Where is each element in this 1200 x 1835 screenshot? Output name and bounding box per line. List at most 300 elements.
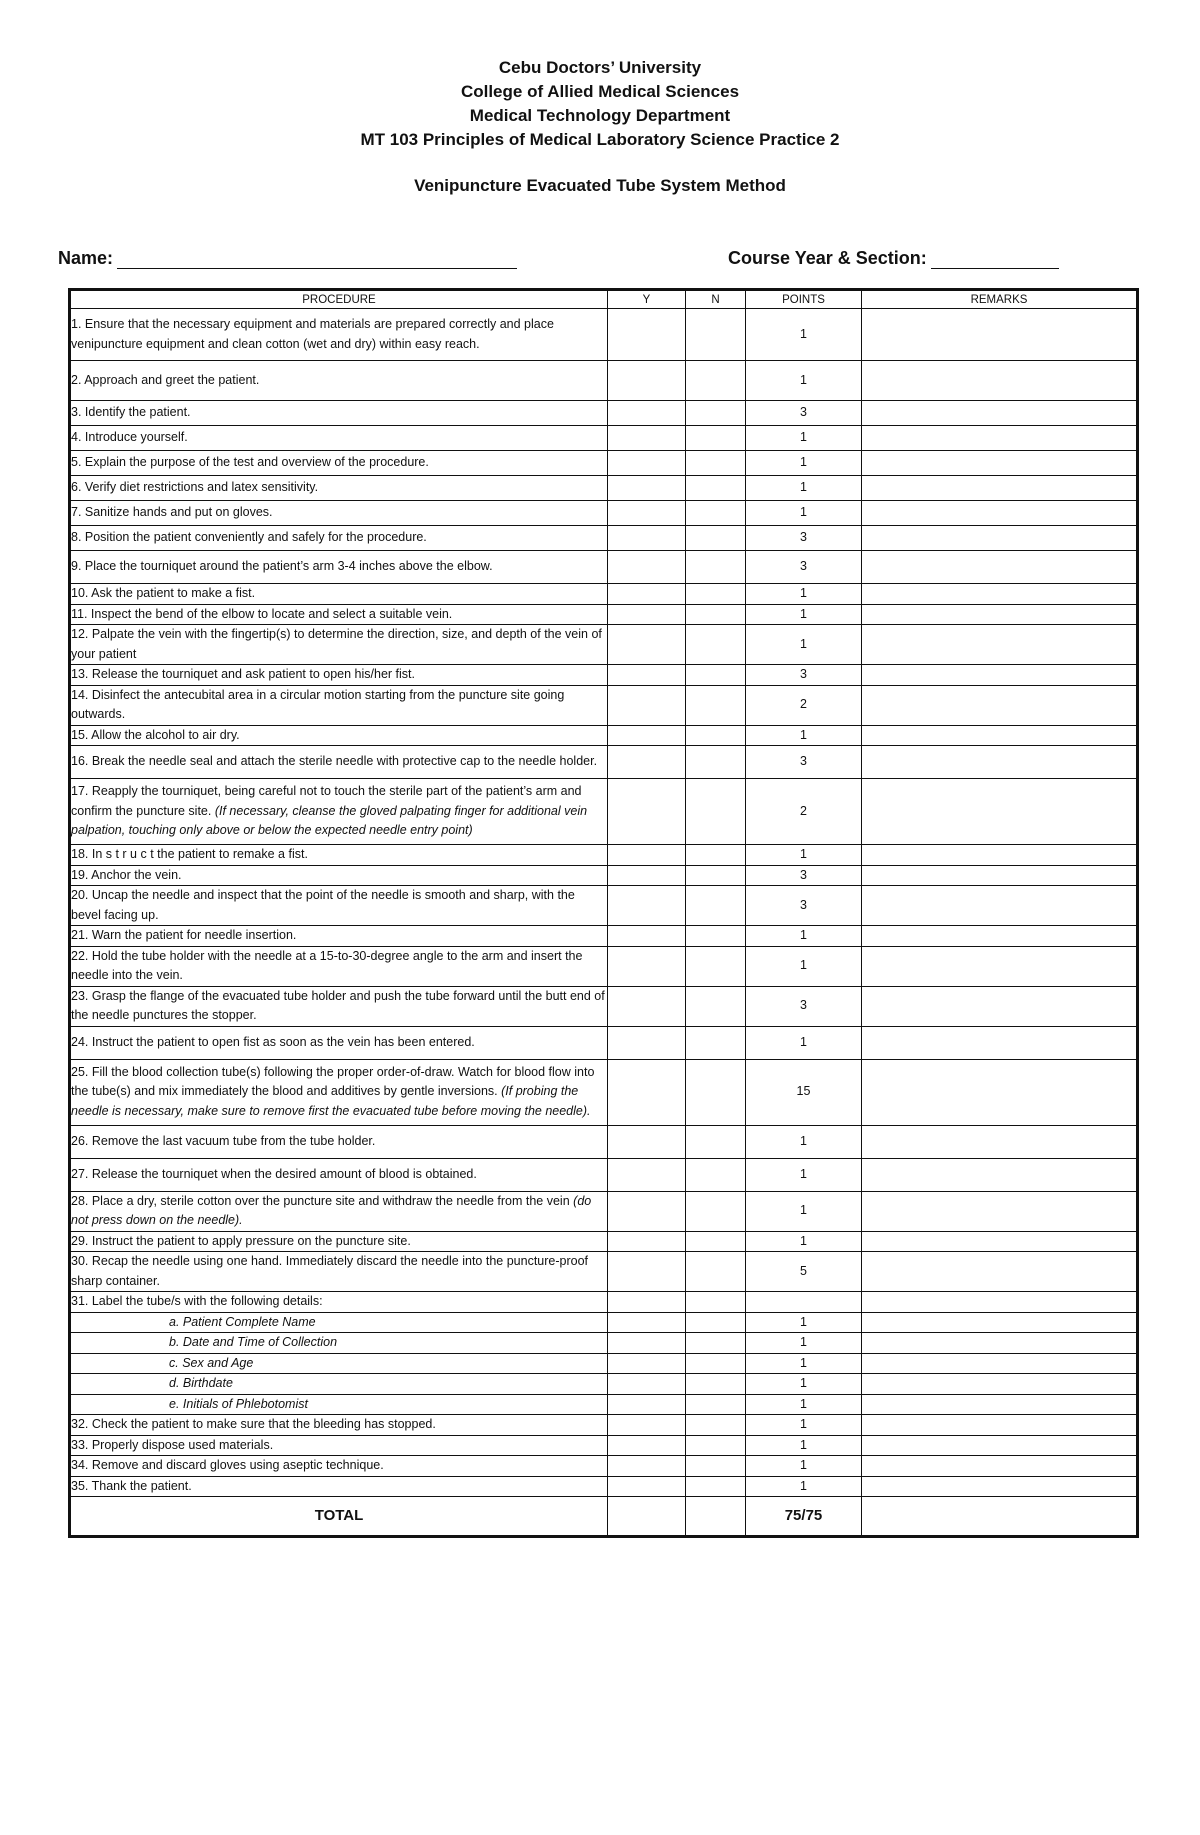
- step-text: 18. In s t r u c t the patient to remake a fist.: [71, 847, 308, 861]
- yes-check-cell[interactable]: [608, 946, 686, 986]
- yes-check-cell[interactable]: [608, 1456, 686, 1477]
- step-text: 35. Thank the patient.: [71, 1478, 192, 1493]
- points-cell: 2: [746, 779, 862, 845]
- total-remarks-cell[interactable]: [862, 1497, 1137, 1536]
- no-check-cell[interactable]: [686, 1333, 746, 1354]
- table-row: [71, 1333, 1137, 1354]
- procedure-step: [71, 685, 608, 725]
- points-cell: 1: [746, 845, 862, 866]
- procedure-step: [71, 1292, 608, 1313]
- procedure-step: [71, 361, 608, 401]
- table-row: [71, 604, 1137, 625]
- procedure-step: [71, 1456, 608, 1477]
- table-row: [71, 946, 1137, 986]
- step-text: 24. Instruct the patient to open fist as soon as the vein has been entered.: [71, 1034, 475, 1049]
- step-text: 25. Fill the blood collection tube(s) following the proper order-of-draw. Watch for blood flow into the tube(s) and mix immediately the blood and additives by gentle inversions.: [71, 1064, 595, 1099]
- university-name: Cebu Doctors’ University: [498, 58, 702, 77]
- points-cell: [746, 1292, 862, 1313]
- no-check-cell[interactable]: [686, 746, 746, 779]
- procedure-step: [71, 401, 608, 426]
- no-check-cell[interactable]: [686, 986, 746, 1026]
- table-row: [71, 779, 1137, 845]
- points-cell: 1: [746, 1231, 862, 1252]
- remarks-cell[interactable]: [862, 401, 1137, 426]
- points-cell: 1: [746, 426, 862, 451]
- remarks-cell[interactable]: [862, 779, 1137, 845]
- procedure-step: [71, 426, 608, 451]
- yes-check-cell[interactable]: [608, 1374, 686, 1395]
- remarks-cell[interactable]: [862, 451, 1137, 476]
- step-text: 32. Check the patient to make sure that the bleeding has stopped.: [71, 1417, 436, 1431]
- yes-check-cell[interactable]: [608, 845, 686, 866]
- step-text: 27. Release the tourniquet when the desired amount of blood is obtained.: [71, 1166, 477, 1181]
- table-row: [71, 845, 1137, 866]
- table-row: [71, 401, 1137, 426]
- remarks-cell[interactable]: [862, 1158, 1137, 1191]
- step-text: 20. Uncap the needle and inspect that the point of the needle is smooth and sharp, with the bevel facing up.: [71, 888, 575, 922]
- yes-check-cell[interactable]: [608, 476, 686, 501]
- step-text: 1. Ensure that the necessary equipment and materials are prepared correctly and place venipuncture equipment and clean cotton (wet and dry) within easy reach.: [71, 317, 554, 351]
- yes-check-cell[interactable]: [608, 584, 686, 605]
- no-check-cell[interactable]: [686, 501, 746, 526]
- remarks-cell[interactable]: [862, 1231, 1137, 1252]
- no-check-cell[interactable]: [686, 1252, 746, 1292]
- no-check-cell[interactable]: [686, 426, 746, 451]
- remarks-cell[interactable]: [862, 526, 1137, 551]
- table-row: [71, 1125, 1137, 1158]
- table-row: [71, 1252, 1137, 1292]
- no-check-cell[interactable]: [686, 551, 746, 584]
- remarks-cell[interactable]: [862, 625, 1137, 665]
- yes-check-cell[interactable]: [608, 1476, 686, 1497]
- procedure-subitem: [71, 1333, 608, 1354]
- no-check-cell[interactable]: [686, 886, 746, 926]
- procedure-step: [71, 1231, 608, 1252]
- step-text: 5. Explain the purpose of the test and overview of the procedure.: [71, 455, 429, 470]
- remarks-cell[interactable]: [862, 865, 1137, 886]
- no-check-cell[interactable]: [686, 1476, 746, 1497]
- step-text: 12. Palpate the vein with the fingertip(s) to determine the direction, size, and depth of the vein of your patient: [71, 627, 602, 661]
- no-check-cell[interactable]: [686, 1435, 746, 1456]
- procedure-step: [71, 604, 608, 625]
- yes-check-cell[interactable]: [608, 746, 686, 779]
- points-cell: 1: [746, 451, 862, 476]
- total-points: 75/75: [746, 1497, 862, 1536]
- no-check-cell[interactable]: [686, 665, 746, 686]
- procedure-step: [71, 1415, 608, 1436]
- no-check-cell[interactable]: [686, 1312, 746, 1333]
- yes-check-cell[interactable]: [608, 451, 686, 476]
- yes-check-cell[interactable]: [608, 426, 686, 451]
- points-cell: 3: [746, 551, 862, 584]
- college-name: College of Allied Medical Sciences: [460, 82, 740, 101]
- step-text: 7. Sanitize hands and put on gloves.: [71, 505, 273, 520]
- course-title: MT 103 Principles of Medical Laboratory Science Practice 2: [360, 130, 840, 149]
- yes-check-cell[interactable]: [608, 1333, 686, 1354]
- remarks-cell[interactable]: [862, 746, 1137, 779]
- table-row: [71, 865, 1137, 886]
- procedure-step: [71, 1435, 608, 1456]
- no-check-cell[interactable]: [686, 1394, 746, 1415]
- procedure-subitem: [71, 1312, 608, 1333]
- step-text: 30. Recap the needle using one hand. Immediately discard the needle into the puncture-proof sharp container.: [71, 1254, 589, 1288]
- remarks-cell[interactable]: [862, 725, 1137, 746]
- header-no: N: [686, 291, 746, 309]
- step-text: 10. Ask the patient to make a fist.: [71, 586, 256, 600]
- procedure-step: [71, 476, 608, 501]
- remarks-cell[interactable]: [862, 886, 1137, 926]
- procedure-step: [71, 779, 608, 845]
- points-cell: 1: [746, 1158, 862, 1191]
- remarks-cell[interactable]: [862, 1333, 1137, 1354]
- step-text: 22. Hold the tube holder with the needle at a 15-to-30-degree angle to the arm and insert the needle into the vein.: [71, 948, 583, 982]
- points-cell: 3: [746, 886, 862, 926]
- no-check-cell[interactable]: [686, 1125, 746, 1158]
- header-procedure: PROCEDURE: [71, 291, 608, 309]
- no-check-cell[interactable]: [686, 604, 746, 625]
- yes-check-cell[interactable]: [608, 865, 686, 886]
- remarks-cell[interactable]: [862, 1191, 1137, 1231]
- step-text: 31. Label the tube/s with the following details:: [71, 1294, 323, 1308]
- procedure-step: [71, 1252, 608, 1292]
- procedure-step: [71, 451, 608, 476]
- remarks-cell[interactable]: [862, 1353, 1137, 1374]
- yes-check-cell[interactable]: [608, 1252, 686, 1292]
- remarks-cell[interactable]: [862, 1415, 1137, 1436]
- remarks-cell[interactable]: [862, 1026, 1137, 1059]
- no-check-cell[interactable]: [686, 526, 746, 551]
- no-check-cell[interactable]: [686, 1415, 746, 1436]
- points-cell: 1: [746, 1353, 862, 1374]
- yes-check-cell[interactable]: [608, 401, 686, 426]
- table-row: [71, 1415, 1137, 1436]
- yes-check-cell[interactable]: [608, 1059, 686, 1125]
- procedure-step: [71, 309, 608, 361]
- table-row: [71, 625, 1137, 665]
- no-check-cell[interactable]: [686, 1026, 746, 1059]
- yes-check-cell[interactable]: [608, 1415, 686, 1436]
- remarks-cell[interactable]: [862, 584, 1137, 605]
- points-cell: 1: [746, 1312, 862, 1333]
- points-cell: 1: [746, 476, 862, 501]
- table-row: [71, 1353, 1137, 1374]
- total-yes-cell[interactable]: [608, 1497, 686, 1536]
- yes-check-cell[interactable]: [608, 986, 686, 1026]
- name-field[interactable]: [58, 248, 517, 269]
- table-row: [71, 476, 1137, 501]
- step-text: 15. Allow the alcohol to air dry.: [71, 727, 240, 742]
- procedure-step: [71, 1026, 608, 1059]
- table-row: [71, 1456, 1137, 1477]
- subitem-text: b. Date and Time of Collection: [169, 1335, 338, 1349]
- points-cell: 3: [746, 526, 862, 551]
- procedure-step: [71, 551, 608, 584]
- no-check-cell[interactable]: [686, 725, 746, 746]
- procedure-step: [71, 946, 608, 986]
- total-label: TOTAL: [71, 1497, 608, 1536]
- points-cell: 1: [746, 1125, 862, 1158]
- points-cell: 1: [746, 501, 862, 526]
- table-row: [71, 1292, 1137, 1313]
- procedure-step: [71, 926, 608, 947]
- course-field[interactable]: [728, 248, 1059, 269]
- table-header-row: [71, 291, 1137, 309]
- remarks-cell[interactable]: [862, 476, 1137, 501]
- points-cell: 1: [746, 309, 862, 361]
- no-check-cell[interactable]: [686, 1191, 746, 1231]
- no-check-cell[interactable]: [686, 625, 746, 665]
- no-check-cell[interactable]: [686, 685, 746, 725]
- procedure-step: [71, 526, 608, 551]
- points-cell: 3: [746, 986, 862, 1026]
- table-row: [71, 986, 1137, 1026]
- step-note: (If necessary, cleanse the gloved palpating finger for additional vein palpation, touching only above or below the expected needle entry point): [71, 803, 588, 838]
- subitem-text: d. Birthdate: [169, 1376, 233, 1390]
- no-check-cell[interactable]: [686, 946, 746, 986]
- yes-check-cell[interactable]: [608, 1026, 686, 1059]
- points-cell: 1: [746, 361, 862, 401]
- procedure-step: [71, 625, 608, 665]
- no-check-cell[interactable]: [686, 926, 746, 947]
- header-remarks: REMARKS: [862, 291, 1137, 309]
- table-row: [71, 1435, 1137, 1456]
- remarks-cell[interactable]: [862, 845, 1137, 866]
- remarks-cell[interactable]: [862, 309, 1137, 361]
- points-cell: 1: [746, 1415, 862, 1436]
- procedure-step: [71, 746, 608, 779]
- yes-check-cell[interactable]: [608, 1158, 686, 1191]
- table-row: [71, 1476, 1137, 1497]
- step-text: 21. Warn the patient for needle insertion.: [71, 928, 297, 942]
- table-row: [71, 886, 1137, 926]
- procedure-step: [71, 865, 608, 886]
- table-row: [71, 665, 1137, 686]
- no-check-cell[interactable]: [686, 361, 746, 401]
- table-row: [71, 1191, 1137, 1231]
- table-row: [71, 526, 1137, 551]
- points-cell: 15: [746, 1059, 862, 1125]
- step-text: 3. Identify the patient.: [71, 405, 191, 420]
- document-title: Venipuncture Evacuated Tube System Method: [414, 176, 786, 195]
- no-check-cell[interactable]: [686, 1059, 746, 1125]
- subitem-text: c. Sex and Age: [169, 1355, 254, 1370]
- remarks-cell[interactable]: [862, 685, 1137, 725]
- header-yes: Y: [608, 291, 686, 309]
- no-check-cell[interactable]: [686, 1292, 746, 1313]
- procedure-step: [71, 1125, 608, 1158]
- no-check-cell[interactable]: [686, 584, 746, 605]
- remarks-cell[interactable]: [862, 361, 1137, 401]
- points-cell: 3: [746, 865, 862, 886]
- table-row: [71, 551, 1137, 584]
- no-check-cell[interactable]: [686, 779, 746, 845]
- no-check-cell[interactable]: [686, 1353, 746, 1374]
- no-check-cell[interactable]: [686, 845, 746, 866]
- table-row: [71, 1231, 1137, 1252]
- step-text: 26. Remove the last vacuum tube from the tube holder.: [71, 1133, 376, 1148]
- step-text: 29. Instruct the patient to apply pressure on the puncture site.: [71, 1233, 411, 1248]
- yes-check-cell[interactable]: [608, 779, 686, 845]
- table-row: [71, 451, 1137, 476]
- table-row: [71, 1026, 1137, 1059]
- step-text: 16. Break the needle seal and attach the sterile needle with protective cap to the needle holder.: [71, 754, 598, 769]
- remarks-cell[interactable]: [862, 501, 1137, 526]
- table-row: [71, 361, 1137, 401]
- points-cell: 1: [746, 725, 862, 746]
- yes-check-cell[interactable]: [608, 665, 686, 686]
- course-blank-line[interactable]: [931, 250, 1059, 269]
- department-name: Medical Technology Department: [469, 106, 731, 125]
- remarks-cell[interactable]: [862, 1476, 1137, 1497]
- table-row: [71, 926, 1137, 947]
- no-check-cell[interactable]: [686, 1158, 746, 1191]
- points-cell: 1: [746, 1333, 862, 1354]
- procedure-step: [71, 1059, 608, 1125]
- no-check-cell[interactable]: [686, 1231, 746, 1252]
- procedure-checklist-table: [70, 290, 1137, 1536]
- document-header: [0, 56, 1200, 196]
- step-text: 13. Release the tourniquet and ask patient to open his/her fist.: [71, 667, 415, 681]
- step-text: 2. Approach and greet the patient.: [71, 372, 260, 387]
- points-cell: 1: [746, 1435, 862, 1456]
- table-row: [71, 746, 1137, 779]
- table-row: [71, 725, 1137, 746]
- step-text: 33. Properly dispose used materials.: [71, 1437, 274, 1452]
- procedure-subitem: [71, 1394, 608, 1415]
- points-cell: 1: [746, 584, 862, 605]
- points-cell: 1: [746, 946, 862, 986]
- yes-check-cell[interactable]: [608, 725, 686, 746]
- remarks-cell[interactable]: [862, 665, 1137, 686]
- remarks-cell[interactable]: [862, 551, 1137, 584]
- yes-check-cell[interactable]: [608, 926, 686, 947]
- table-row: [71, 426, 1137, 451]
- points-cell: 2: [746, 685, 862, 725]
- yes-check-cell[interactable]: [608, 551, 686, 584]
- procedure-step: [71, 986, 608, 1026]
- yes-check-cell[interactable]: [608, 886, 686, 926]
- yes-check-cell[interactable]: [608, 501, 686, 526]
- yes-check-cell[interactable]: [608, 526, 686, 551]
- student-info-row: [58, 248, 1138, 274]
- points-cell: 1: [746, 1374, 862, 1395]
- remarks-cell[interactable]: [862, 604, 1137, 625]
- remarks-cell[interactable]: [862, 1292, 1137, 1313]
- points-cell: 1: [746, 625, 862, 665]
- yes-check-cell[interactable]: [608, 1312, 686, 1333]
- no-check-cell[interactable]: [686, 309, 746, 361]
- yes-check-cell[interactable]: [608, 1231, 686, 1252]
- remarks-cell[interactable]: [862, 926, 1137, 947]
- points-cell: 1: [746, 926, 862, 947]
- procedure-step: [71, 845, 608, 866]
- procedure-subitem: [71, 1353, 608, 1374]
- step-text: 34. Remove and discard gloves using aseptic technique.: [71, 1458, 384, 1472]
- step-text: 6. Verify diet restrictions and latex sensitivity.: [71, 480, 319, 495]
- step-note: (If probing the needle is necessary, make sure to remove first the evacuated tube before moving the needle).: [71, 1084, 591, 1118]
- points-cell: 1: [746, 1191, 862, 1231]
- no-check-cell[interactable]: [686, 401, 746, 426]
- course-label: Course Year & Section:: [728, 248, 927, 268]
- procedure-step: [71, 584, 608, 605]
- remarks-cell[interactable]: [862, 1394, 1137, 1415]
- remarks-cell[interactable]: [862, 426, 1137, 451]
- no-check-cell[interactable]: [686, 865, 746, 886]
- table-row: [71, 1374, 1137, 1395]
- no-check-cell[interactable]: [686, 451, 746, 476]
- yes-check-cell[interactable]: [608, 361, 686, 401]
- step-text: 8. Position the patient conveniently and safely for the procedure.: [71, 530, 427, 545]
- step-text: 19. Anchor the vein.: [71, 867, 182, 882]
- no-check-cell[interactable]: [686, 476, 746, 501]
- remarks-cell[interactable]: [862, 1312, 1137, 1333]
- remarks-cell[interactable]: [862, 1252, 1137, 1292]
- step-text: 9. Place the tourniquet around the patient’s arm 3-4 inches above the elbow.: [71, 559, 493, 574]
- name-label: Name:: [58, 248, 114, 268]
- yes-check-cell[interactable]: [608, 1125, 686, 1158]
- step-text: 28. Place a dry, sterile cotton over the puncture site and withdraw the needle from the vein: [71, 1193, 570, 1208]
- yes-check-cell[interactable]: [608, 685, 686, 725]
- procedure-step: [71, 1191, 608, 1231]
- table-row: [71, 1158, 1137, 1191]
- table-row: [71, 1394, 1137, 1415]
- procedure-step: [71, 1476, 608, 1497]
- procedure-step: [71, 886, 608, 926]
- points-cell: 1: [746, 1456, 862, 1477]
- step-text: 11. Inspect the bend of the elbow to locate and select a suitable vein.: [71, 606, 453, 621]
- points-cell: 1: [746, 1394, 862, 1415]
- procedure-step: [71, 1158, 608, 1191]
- remarks-cell[interactable]: [862, 1125, 1137, 1158]
- table-row: [71, 584, 1137, 605]
- subitem-text: e. Initials of Phlebotomist: [169, 1396, 308, 1411]
- table-row: [71, 501, 1137, 526]
- step-note: (do not press down on the needle).: [71, 1193, 592, 1227]
- points-cell: 1: [746, 1026, 862, 1059]
- yes-check-cell[interactable]: [608, 1394, 686, 1415]
- name-blank-line[interactable]: [117, 250, 517, 269]
- yes-check-cell[interactable]: [608, 1191, 686, 1231]
- remarks-cell[interactable]: [862, 1456, 1137, 1477]
- remarks-cell[interactable]: [862, 986, 1137, 1026]
- yes-check-cell[interactable]: [608, 1435, 686, 1456]
- yes-check-cell[interactable]: [608, 625, 686, 665]
- no-check-cell[interactable]: [686, 1374, 746, 1395]
- step-text: 14. Disinfect the antecubital area in a circular motion starting from the puncture site going outwards.: [71, 687, 565, 721]
- total-row: [71, 1497, 1137, 1536]
- remarks-cell[interactable]: [862, 946, 1137, 986]
- points-cell: 3: [746, 665, 862, 686]
- points-cell: 1: [746, 1476, 862, 1497]
- no-check-cell[interactable]: [686, 1456, 746, 1477]
- step-text: 4. Introduce yourself.: [71, 430, 188, 445]
- table-row: [71, 685, 1137, 725]
- remarks-cell[interactable]: [862, 1059, 1137, 1125]
- remarks-cell[interactable]: [862, 1374, 1137, 1395]
- remarks-cell[interactable]: [862, 1435, 1137, 1456]
- yes-check-cell[interactable]: [608, 1353, 686, 1374]
- table-row: [71, 309, 1137, 361]
- points-cell: 3: [746, 401, 862, 426]
- table-row: [71, 1059, 1137, 1125]
- points-cell: 5: [746, 1252, 862, 1292]
- yes-check-cell[interactable]: [608, 604, 686, 625]
- total-no-cell[interactable]: [686, 1497, 746, 1536]
- yes-check-cell[interactable]: [608, 1292, 686, 1313]
- table-row: [71, 1312, 1137, 1333]
- yes-check-cell[interactable]: [608, 309, 686, 361]
- procedure-step: [71, 501, 608, 526]
